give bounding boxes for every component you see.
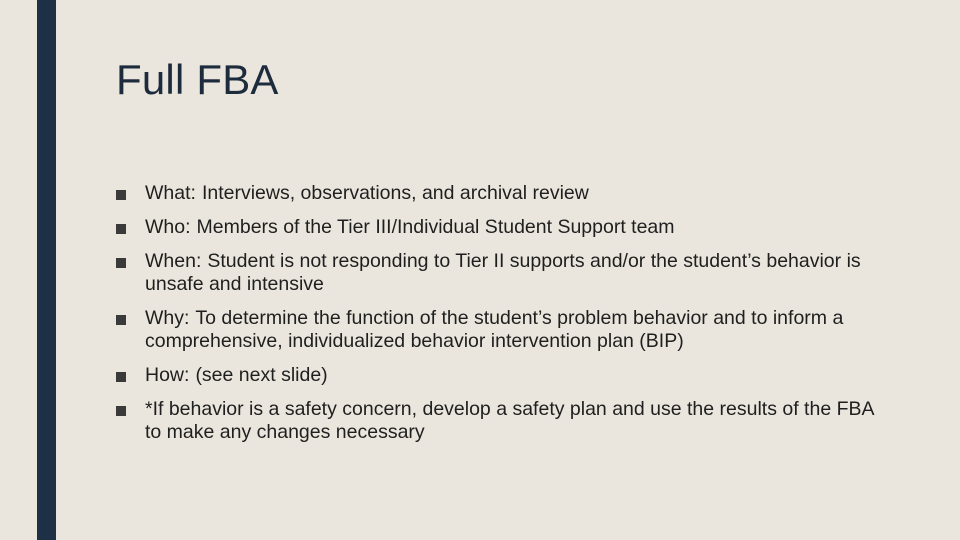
bullet-label: What:: [145, 182, 196, 204]
square-bullet-icon: [116, 315, 126, 325]
bullet-label: How:: [145, 364, 190, 386]
square-bullet-icon: [116, 190, 126, 200]
square-bullet-icon: [116, 224, 126, 234]
bullet-text: Interviews, observations, and archival review: [201, 182, 589, 204]
square-bullet-icon: [116, 258, 126, 268]
bullet-what: [116, 182, 876, 205]
bullet-list: [116, 182, 876, 455]
bullet-label: Why:: [145, 307, 190, 329]
bullet-label: Who:: [145, 216, 191, 238]
bullet-text: *If behavior is a safety concern, develop a safety plan and use the results of the FBA to make any changes necessary: [145, 398, 874, 443]
bullet-safety-note: [116, 398, 876, 444]
slide-title: Full FBA: [116, 56, 279, 103]
accent-bar: [37, 0, 56, 540]
square-bullet-icon: [116, 406, 126, 416]
bullet-when: [116, 250, 876, 296]
bullet-text: To determine the function of the student’s problem behavior and to inform a comprehensive, individualized behavior intervention plan (BIP): [145, 307, 844, 352]
bullet-why: [116, 307, 876, 353]
bullet-how: [116, 364, 876, 387]
bullet-label: When:: [145, 250, 202, 272]
bullet-text: Members of the Tier III/Individual Student Support team: [196, 216, 675, 238]
bullet-text: (see next slide): [195, 364, 328, 386]
bullet-text: Student is not responding to Tier II supports and/or the student’s behavior is unsafe and intensive: [145, 250, 861, 295]
bullet-who: [116, 216, 876, 239]
square-bullet-icon: [116, 372, 126, 382]
